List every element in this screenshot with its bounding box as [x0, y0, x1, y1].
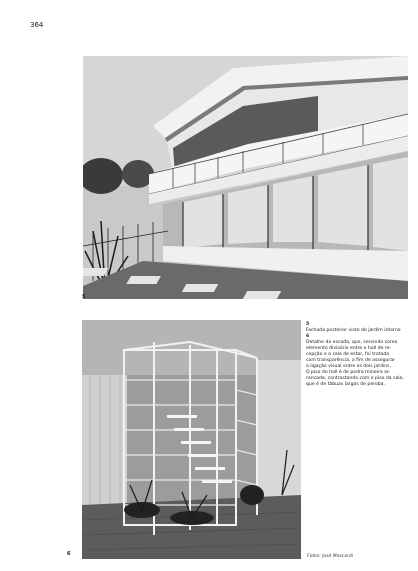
photo-staircase-image [82, 320, 301, 559]
caption-item-6-line: Detalhe da escada, que, servindo como [306, 340, 398, 345]
caption-item-6-line: que é de tábuas largas de peroba. [306, 382, 385, 387]
caption-item-6-line: a ligação visual entre os dois jardins. [306, 364, 392, 369]
caption-item-6-line: com transparência, a fim de assegurar [306, 358, 396, 363]
photo-rear-facade-image [83, 56, 408, 299]
caption-item-6-line: cepção e a sala de estar, foi tratada [306, 352, 390, 357]
caption-item-6-line: rancada, contrastando com o piso da sala, [306, 376, 404, 381]
figure-6-label: 6 [67, 551, 71, 557]
photo-staircase [82, 320, 301, 559]
caption-item-6-line: elemento divisório entre o hall de re- [306, 346, 392, 351]
caption-item-5-number: 5 [306, 322, 310, 327]
caption-item-6-number: 6 [306, 334, 310, 339]
caption-item-5-text: Fachada posterior visto do jardim interno [306, 328, 401, 333]
photo-rear-facade [83, 56, 408, 299]
page-number: 364 [30, 21, 44, 29]
caption [306, 322, 410, 388]
photo-credit: Fotos: José Moscardi [307, 554, 353, 559]
caption-item-6-line: O piso do hall é de pedra mineira ar- [306, 370, 391, 375]
figure-5-label: 5 [82, 294, 86, 300]
